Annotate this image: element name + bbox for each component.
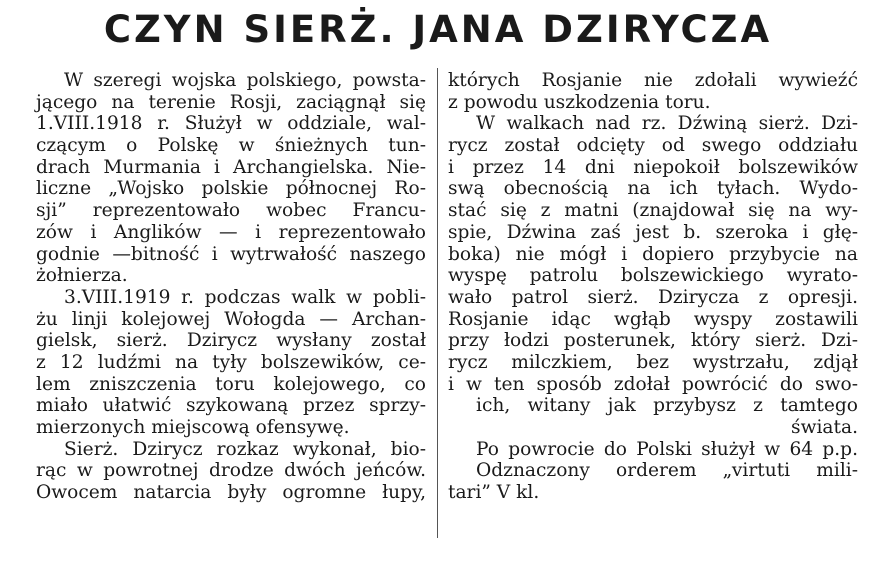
text-line: W walkach nad rz. Dźwiną sierż. Dzi- bbox=[476, 113, 858, 135]
text-line: 3.VIII.1919 r. podczas walk w pobli- bbox=[64, 286, 426, 308]
text-line: boka) nie mógł i dopiero przybycie na bbox=[448, 243, 858, 265]
text-line: rycz został odcięty od swego oddziału bbox=[448, 135, 858, 157]
text-line: rąc w powrotnej drodze dwóch jeńców. bbox=[36, 460, 426, 482]
text-line: przy łodzi posterunek, który sierż. Dzi- bbox=[448, 330, 858, 352]
text-line: tari” V kl. bbox=[448, 482, 540, 504]
text-line: zów i Anglików — i reprezentowało bbox=[36, 221, 426, 243]
text-line: drach Murmania i Archangielska. Nie- bbox=[36, 156, 426, 178]
article-title: CZYN SIERŻ. JANA DZIRYCZA bbox=[103, 8, 773, 51]
text-line: mierzonych miejscową ofensywę. bbox=[36, 417, 350, 438]
text-line: z powodu uszkodzenia toru. bbox=[448, 91, 711, 113]
text-line: żu linji kolejowej Wołogda — Archan- bbox=[36, 308, 426, 330]
text-line: lem zniszczenia toru kolejowego, co bbox=[36, 373, 426, 395]
text-line: wyspę patrolu bolszewickiego wyrato- bbox=[448, 265, 858, 287]
text-line: jącego na terenie Rosji, zaciągnął się bbox=[36, 91, 426, 113]
text-line: Sierż. Dzirycz rozkaz wykonał, bio- bbox=[64, 438, 426, 460]
column-divider bbox=[437, 68, 438, 538]
text-line: i przez 14 dni niepokoił bolszewików bbox=[448, 156, 858, 178]
text-line: których Rosjanie nie zdołali wywieźć bbox=[448, 70, 858, 91]
text-line: Odznaczony orderem „virtuti mili- bbox=[476, 460, 858, 482]
text-line: 1.VIII.1918 r. Służył w oddziale, wal- bbox=[36, 113, 426, 135]
text-line: czącym o Polskę w śnieżnych tun- bbox=[36, 135, 426, 157]
text-line: miało ułatwić szykowaną przez sprzy- bbox=[36, 395, 426, 417]
text-line: W szeregi wojska polskiego, powsta- bbox=[64, 70, 426, 91]
text-line: Po powrocie do Polski służył w 64 p.p. bbox=[476, 438, 858, 460]
text-line: ich, witany jak przybysz z tamtego bbox=[476, 395, 858, 417]
text-line: stać się z matni (znajdował się na wy- bbox=[448, 200, 858, 222]
text-line: swą obecnością na ich tyłach. Wydo- bbox=[448, 178, 858, 200]
text-line: Rosjanie idąc wgłąb wyspy zostawili bbox=[448, 308, 858, 330]
text-line: Owocem natarcia były ogromne łupy, bbox=[36, 482, 426, 504]
text-line: sji” reprezentowało wobec Francu- bbox=[36, 200, 426, 222]
text-line: żołnierza. bbox=[36, 265, 128, 287]
text-line: wało patrol sierż. Dzirycza z opresji. bbox=[448, 286, 858, 308]
text-line: i w ten sposób zdołał powrócić do swo- bbox=[448, 373, 858, 395]
text-line: liczne „Wojsko polskie północnej Ro- bbox=[36, 178, 426, 200]
text-line: godnie —bitność i wytrwałość naszego bbox=[36, 243, 426, 265]
text-line: z 12 ludźmi na tyły bolszewików, ce- bbox=[36, 351, 426, 373]
left-column bbox=[36, 70, 426, 504]
text-line: spie, Dźwina zaś jest b. szeroka i głę- bbox=[448, 221, 858, 243]
text-line: rycz milczkiem, bez wystrzału, zdjął bbox=[448, 351, 858, 373]
right-column bbox=[448, 70, 858, 504]
text-line: świata. bbox=[791, 417, 858, 438]
text-line: gielsk, sierż. Dzirycz wysłany został bbox=[36, 330, 426, 352]
